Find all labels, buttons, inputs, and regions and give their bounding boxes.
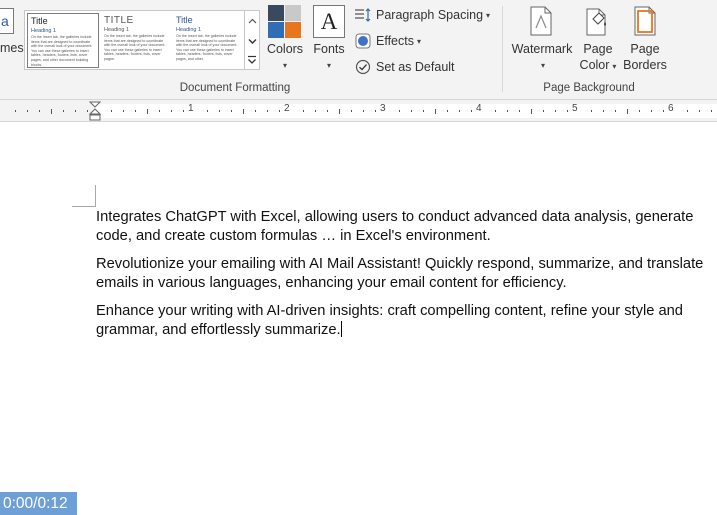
margin-corner-mark (72, 185, 96, 207)
chevron-down-icon: ▾ (327, 61, 332, 70)
style-set-gallery[interactable] (24, 10, 246, 70)
ruler-tick (267, 110, 268, 112)
text-cursor (341, 321, 342, 337)
gallery-scroll-down-button[interactable] (245, 31, 259, 51)
document-canvas[interactable] (0, 123, 717, 515)
fonts-icon: A (313, 5, 345, 38)
themes-label: mes (0, 41, 24, 55)
ruler-tick (711, 110, 712, 112)
ruler-tick (615, 110, 616, 112)
page-color-icon (584, 6, 610, 36)
ruler-tick (63, 110, 64, 112)
gallery-more-button[interactable] (245, 50, 259, 70)
ruler-tick (315, 110, 316, 112)
effects-icon (354, 33, 372, 49)
ruler-tick (435, 109, 436, 114)
style-set-item-2[interactable]: TITLE Heading 1 On the Insert tab, the galleries include items that are designed to coordinate with the overall look of your document. You can use these galleries to insert tables, headers, footers, lists, cover pages. (104, 15, 166, 61)
fonts-label: Fonts (313, 42, 345, 56)
ruler-tick (27, 110, 28, 112)
document-paragraph-3[interactable]: Enhance your writing with AI-driven insights: craft compelling content, refine your style and grammar, and effortlessly summarize. (96, 303, 683, 338)
ruler-tick (639, 110, 640, 112)
watermark-label: Watermark (511, 42, 573, 56)
more-gallery-icon (247, 55, 257, 65)
ruler-tick (171, 110, 172, 112)
ruler-tick (519, 110, 520, 112)
chevron-up-icon (248, 18, 257, 24)
style-set-item-1[interactable]: Title Heading 1 On the Insert tab, the galleries include items that are designed to coordinate with the overall look of your document. You can use these galleries to insert tables, headers, footers, lists, cover pages, and other document building blocks. (27, 13, 99, 68)
document-paragraph-1[interactable]: Integrates ChatGPT with Excel, allowing users to conduct advanced data analysis, generate code, and create custom formulas … in Excel's environment. (96, 209, 694, 244)
ruler-tick (159, 110, 160, 112)
ruler-tick (87, 110, 88, 112)
chevron-down-icon: ▾ (283, 61, 288, 70)
group-divider (502, 6, 503, 92)
ruler-tick (135, 110, 136, 112)
ruler-tick (147, 109, 148, 114)
ruler-tick (39, 110, 40, 112)
chevron-down-icon: ▾ (486, 10, 491, 20)
ruler-tick (207, 110, 208, 112)
ruler-tick (111, 110, 112, 112)
gallery-scrollbar (244, 10, 260, 70)
ruler-tick (627, 109, 628, 114)
ruler-tick (363, 110, 364, 112)
watermark-icon (528, 6, 554, 36)
page-borders-icon (632, 6, 658, 36)
ruler-tick (243, 109, 244, 114)
horizontal-ruler[interactable] (0, 100, 717, 122)
ruler-tick (231, 110, 232, 112)
ruler-tick (351, 110, 352, 112)
ruler-number: 6 (668, 103, 674, 114)
ruler-tick (459, 110, 460, 112)
ruler-tick (447, 110, 448, 112)
ruler-tick (651, 110, 652, 112)
ruler-tick (423, 110, 424, 112)
chevron-down-icon: ▾ (612, 62, 617, 71)
ruler-tick (411, 110, 412, 112)
page-background-group-label: Page Background (543, 82, 635, 94)
ruler-tick (303, 110, 304, 112)
style-set-item-3[interactable]: Title Heading 1 On the Insert tab, the galleries include items that are designed to coordinate with the overall look of your document. You can use these galleries to insert tables, headers, footers, lists, cover pages, and other. (176, 15, 238, 61)
indent-marker-icon[interactable] (89, 101, 101, 121)
document-formatting-group-label: Document Formatting (179, 82, 291, 94)
ruler-tick (591, 110, 592, 112)
ruler-tick (543, 110, 544, 112)
ruler-tick (699, 110, 700, 112)
chevron-down-icon: ▾ (541, 61, 546, 70)
ruler-tick (567, 110, 568, 112)
ruler-tick (279, 110, 280, 112)
paragraph-spacing-button[interactable] (354, 5, 490, 25)
ruler-tick (531, 109, 532, 114)
video-timestamp: 0:00/0:12 (0, 492, 77, 515)
ruler-tick (375, 110, 376, 112)
document-paragraph-2[interactable]: Revolutionize your emailing with AI Mail Assistant! Quickly respond, summarize, and translate emails in various languages, enhancing your email content for efficiency. (96, 256, 704, 291)
ruler-tick (219, 110, 220, 112)
paragraph-spacing-icon (354, 7, 372, 23)
ruler-tick (555, 110, 556, 112)
ruler-tick (687, 110, 688, 112)
paragraph-spacing-label: Paragraph Spacing (376, 8, 484, 22)
chevron-down-icon (248, 38, 257, 44)
ruler-tick (327, 110, 328, 112)
ruler-tick (507, 110, 508, 112)
ruler-tick (339, 109, 340, 114)
themes-icon: a (0, 8, 14, 34)
ribbon (0, 0, 717, 100)
ruler-tick (123, 110, 124, 112)
set-as-default-label: Set as Default (376, 60, 455, 74)
colors-label: Colors (266, 42, 304, 56)
ruler-number: 1 (188, 103, 194, 114)
palette-icon (268, 5, 301, 38)
ruler-tick (255, 110, 256, 112)
ruler-tick (495, 110, 496, 112)
ruler-number: 5 (572, 103, 578, 114)
chevron-down-icon: ▾ (416, 36, 421, 46)
ruler-tick (399, 110, 400, 112)
ruler-number: 2 (284, 103, 290, 114)
ruler-tick (471, 110, 472, 112)
ruler-number: 3 (380, 103, 386, 114)
gallery-scroll-up-button[interactable] (245, 11, 259, 31)
ruler-tick (15, 110, 16, 112)
effects-button[interactable] (354, 31, 421, 51)
set-as-default-button[interactable] (354, 57, 455, 77)
ruler-tick (51, 109, 52, 114)
ruler-tick (603, 110, 604, 112)
checkmark-circle-icon (354, 59, 372, 75)
ruler-tick (75, 110, 76, 112)
page-color-label: Page Color ▾ (579, 42, 617, 72)
effects-label: Effects (376, 34, 414, 48)
page-borders-label: Page Borders (623, 42, 667, 72)
ruler-tick (663, 110, 664, 112)
ruler-number: 4 (476, 103, 482, 114)
ruler-tick (183, 110, 184, 112)
